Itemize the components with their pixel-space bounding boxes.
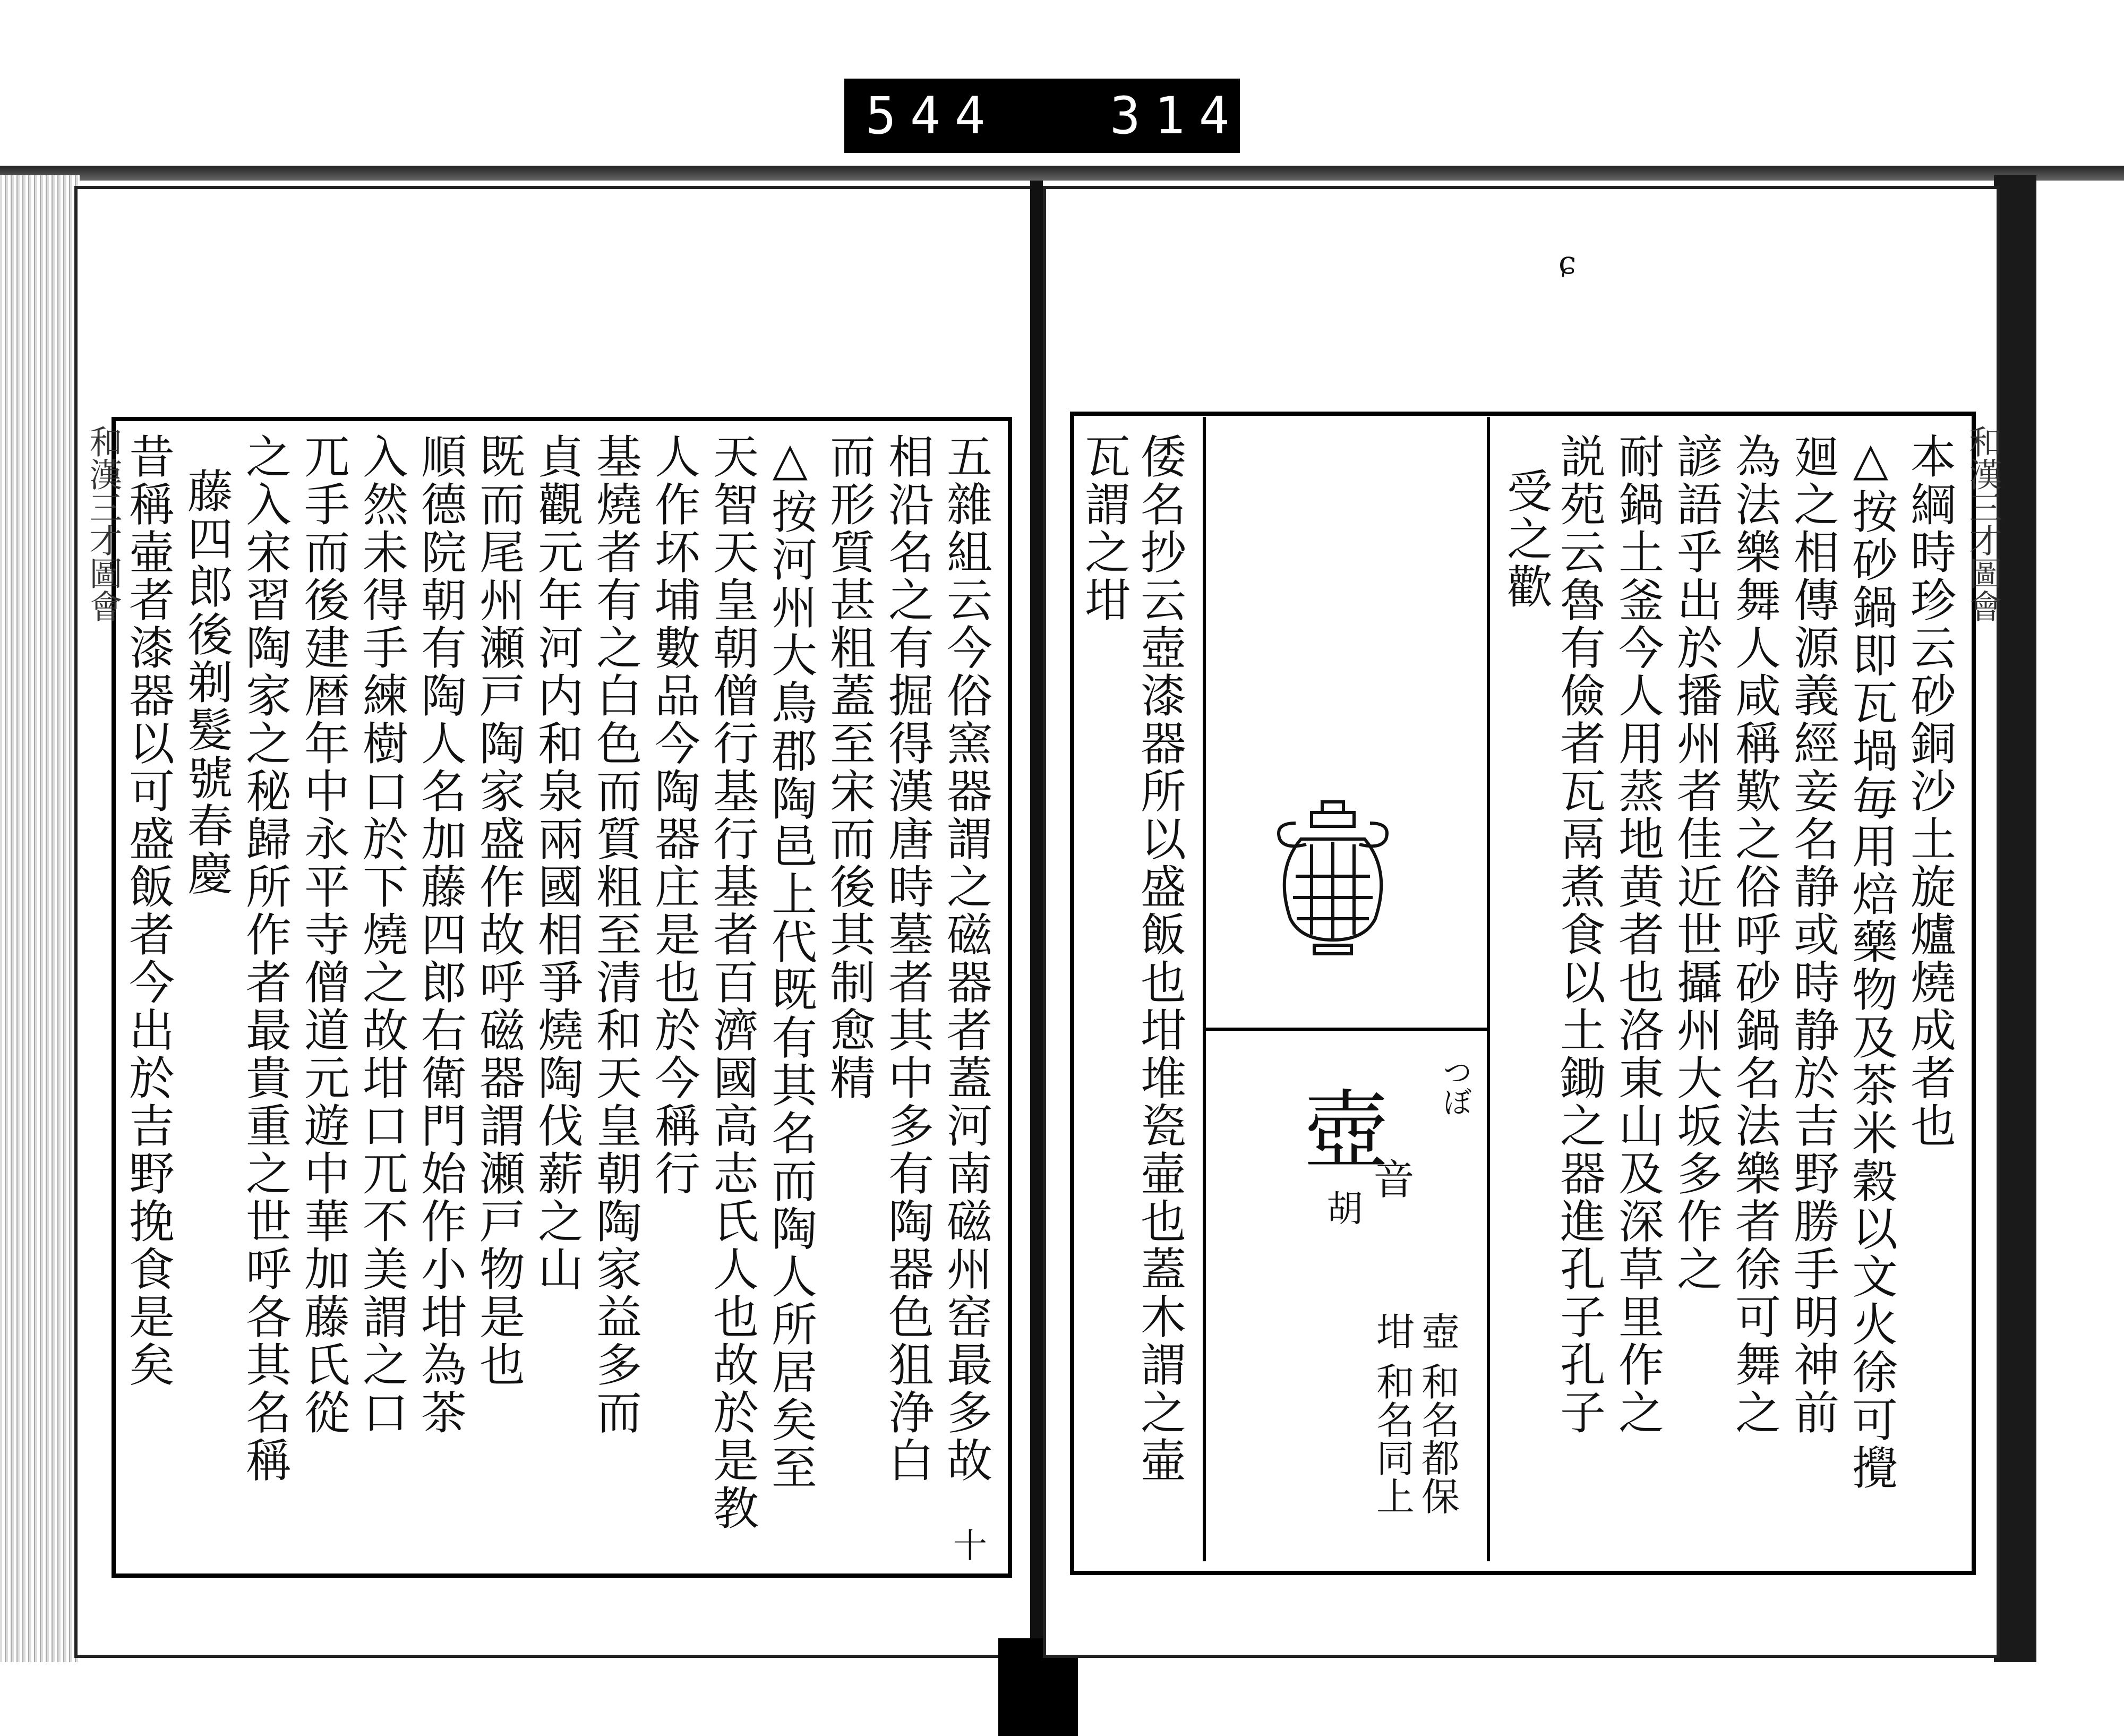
text-column: 人作坏埔數品今陶器庄是也於今稱行: [647, 433, 700, 1198]
text-column: 基燒者有之白色而質粗至清和天皇朝陶家益多而: [588, 433, 641, 1436]
text-column: 貞觀元年河内和泉兩國相爭燒陶伐薪之山: [530, 433, 583, 1293]
left-page-number: 十: [953, 1527, 987, 1566]
accession-label: [844, 79, 1288, 153]
text-column: 為法樂舞人咸稱歎之俗呼砂鍋名法樂者徐可舞之: [1727, 433, 1780, 1436]
text-column: 説苑云魯有儉者瓦鬲煮食以土鋤之器進孔子孔子: [1552, 433, 1605, 1436]
ink-mark: ɕ: [1558, 244, 1577, 281]
text-column: 入然未得手練樹口於下燒之故坩口兀不美謂之口: [355, 433, 408, 1436]
text-column: 之入宋習陶家之秘歸所作者最貴重之世呼各其名稱: [238, 433, 291, 1484]
entry-kan: 坩 和名同上: [1370, 1312, 1415, 1515]
kana-annotation: つぼ: [1438, 1057, 1472, 1116]
text-column: △按河州大鳥郡陶邑上代既有其名而陶人所居矣至: [764, 433, 817, 1492]
text-column: 而形質甚粗蓋至宋而後其制愈精: [822, 433, 875, 1102]
right-divider-lower: [1203, 417, 1206, 1561]
entry-tsubo: 壺 和名都保: [1415, 1312, 1460, 1515]
book-spine: [1030, 181, 1043, 1667]
text-column: 本綱時珍云砂銅沙土旋爐燒成者也: [1903, 433, 1956, 1150]
text-column: 廻之相傳源義經妾名静或時静於吉野勝手明神前: [1786, 433, 1839, 1436]
text-column: 倭名抄云壺漆器所以盛飯也坩堆瓷壷也蓋木謂之壷: [1133, 433, 1186, 1484]
text-column: 天智天皇朝僧行基行基者百濟國高志氏人也故於是教: [705, 433, 758, 1532]
text-column: 瓦謂之坩: [1077, 433, 1130, 624]
text-column: 耐鍋土釜今人用蒸地黄者也洛東山及深草里作之: [1611, 433, 1664, 1436]
text-column: 既而尾州瀬戸陶家盛作故呼磁器謂瀬戸物是也: [472, 433, 525, 1389]
text-column: 順德院朝有陶人名加藤四郎右衛門始作小坩為茶: [413, 433, 466, 1436]
text-column: 兀手而後建暦年中永平寺僧道元遊中華加藤氏從: [296, 433, 349, 1436]
accession-left-number: 544: [866, 86, 999, 146]
text-column: 五雜組云今俗窯器謂之磁器者蓋河南磁州窑最多故: [939, 433, 992, 1484]
book-top-edge: [0, 166, 2124, 181]
book-left-edge: [0, 175, 80, 1662]
text-column: 藤四郎後剃髮號春慶: [179, 467, 233, 897]
reading-gloss: 胡: [1321, 1190, 1363, 1226]
headword: 壺: [1304, 1081, 1389, 1180]
text-column: 相沿名之有掘得漢唐時墓者其中多有陶器色狙浄白: [880, 433, 933, 1484]
text-column: 受之歡: [1499, 467, 1552, 611]
accession-right-number: 314.: [1110, 86, 1288, 146]
lidded-jar-icon: [1264, 791, 1402, 967]
book-right-edge: [1994, 175, 2036, 1662]
text-column: 諺語乎出於播州者佳近世攝州大坂多作之: [1669, 433, 1722, 1293]
reading-on: 音: [1366, 1158, 1414, 1199]
headword-divider: [1206, 1028, 1487, 1031]
left-margin-title: 和漢三才圖會: [84, 425, 123, 622]
right-margin-title: 和漢三才圖會: [1964, 425, 2002, 622]
right-divider-main: [1487, 417, 1490, 1561]
text-column: 昔稱壷者漆器以可盛飯者今出於吉野挽食是矣: [121, 433, 174, 1389]
text-column: △按砂鍋即瓦堝毎用焙藥物及茶米穀以文火徐可攪: [1844, 433, 1897, 1492]
